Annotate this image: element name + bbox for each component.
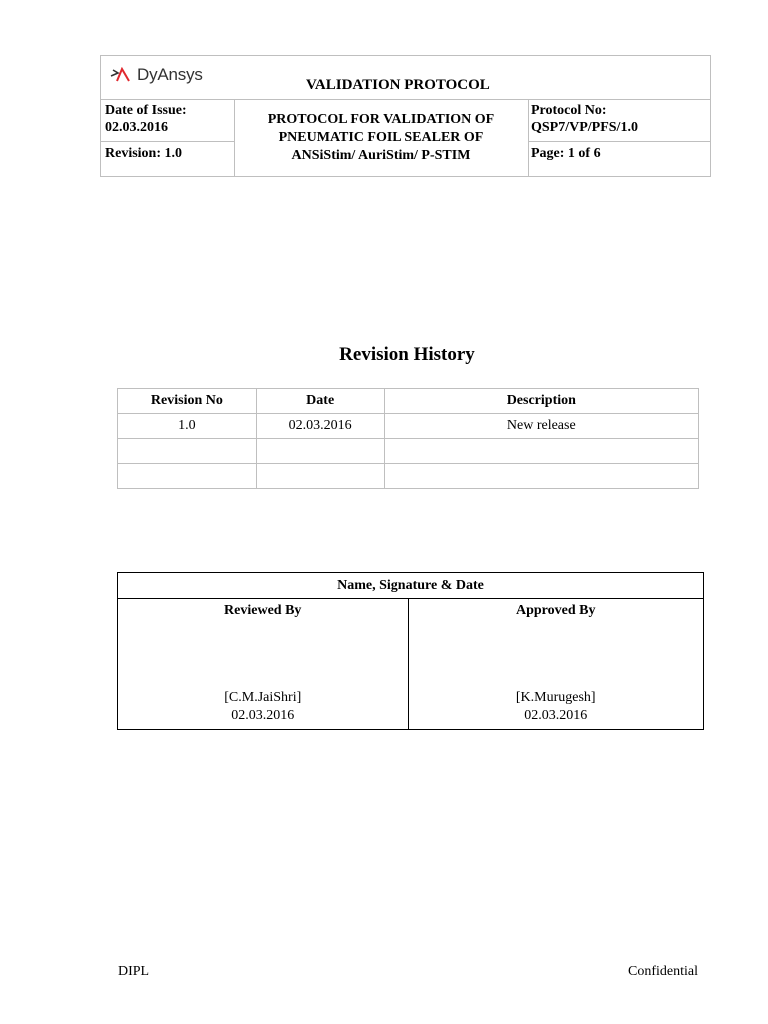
logo-text: DyAnsys (137, 65, 203, 84)
document-header (100, 55, 711, 177)
table-cell (118, 464, 257, 489)
reviewed-by-cell (118, 599, 409, 730)
table-cell (256, 439, 384, 464)
table-cell (384, 439, 698, 464)
table-cell: 02.03.2016 (256, 414, 384, 439)
reviewer-name: [C.M.JaiShri] (224, 690, 302, 705)
date-of-issue-value: 02.03.2016 (105, 120, 168, 135)
revision-number: Revision: 1.0 (105, 146, 182, 161)
table-row (118, 414, 699, 439)
table-cell: 1.0 (118, 414, 257, 439)
date-of-issue-label: Date of Issue: (105, 103, 187, 118)
column-header: Date (256, 389, 384, 414)
table-header-row (118, 389, 699, 414)
reviewed-by-label: Reviewed By (224, 603, 302, 618)
table-row (118, 439, 699, 464)
column-header: Revision No (118, 389, 257, 414)
approver-date: 02.03.2016 (524, 708, 588, 723)
header-divider (528, 141, 711, 142)
signature-row (118, 599, 704, 730)
protocol-number-value: QSP7/VP/PFS/1.0 (531, 120, 638, 135)
approved-by-label: Approved By (516, 603, 596, 618)
header-divider (101, 141, 234, 142)
revision-history-heading: Revision History (339, 344, 475, 365)
footer-confidential: Confidential (628, 964, 698, 979)
protocol-title-line: PROTOCOL FOR VALIDATION OF (267, 112, 495, 127)
protocol-number (531, 102, 638, 136)
document-type-title: VALIDATION PROTOCOL (306, 77, 490, 93)
dyansys-logo-icon (109, 67, 131, 83)
protocol-number-label: Protocol No: (531, 103, 607, 118)
company-logo (109, 65, 203, 85)
reviewer-date: 02.03.2016 (231, 708, 295, 723)
header-divider (528, 99, 529, 177)
protocol-title-line: PNEUMATIC FOIL SEALER OF (278, 130, 484, 145)
approver-details (409, 689, 704, 725)
signature-table (117, 572, 704, 730)
table-row (118, 464, 699, 489)
revision-history-table (117, 388, 699, 489)
approved-by-cell (408, 599, 704, 730)
reviewer-details (118, 689, 408, 725)
table-cell (118, 439, 257, 464)
protocol-title (234, 99, 528, 177)
table-cell: New release (384, 414, 698, 439)
column-header: Description (384, 389, 698, 414)
protocol-title-line: ANSiStim/ AuriStim/ P-STIM (291, 148, 471, 163)
date-of-issue (105, 102, 187, 136)
page-number: Page: 1 of 6 (531, 146, 601, 161)
approver-name: [K.Murugesh] (515, 690, 596, 705)
table-cell (256, 464, 384, 489)
table-cell (384, 464, 698, 489)
signature-heading: Name, Signature & Date (118, 573, 704, 599)
footer-company: DIPL (118, 964, 150, 979)
header-top-row (101, 56, 710, 100)
signature-header-row (118, 573, 704, 599)
